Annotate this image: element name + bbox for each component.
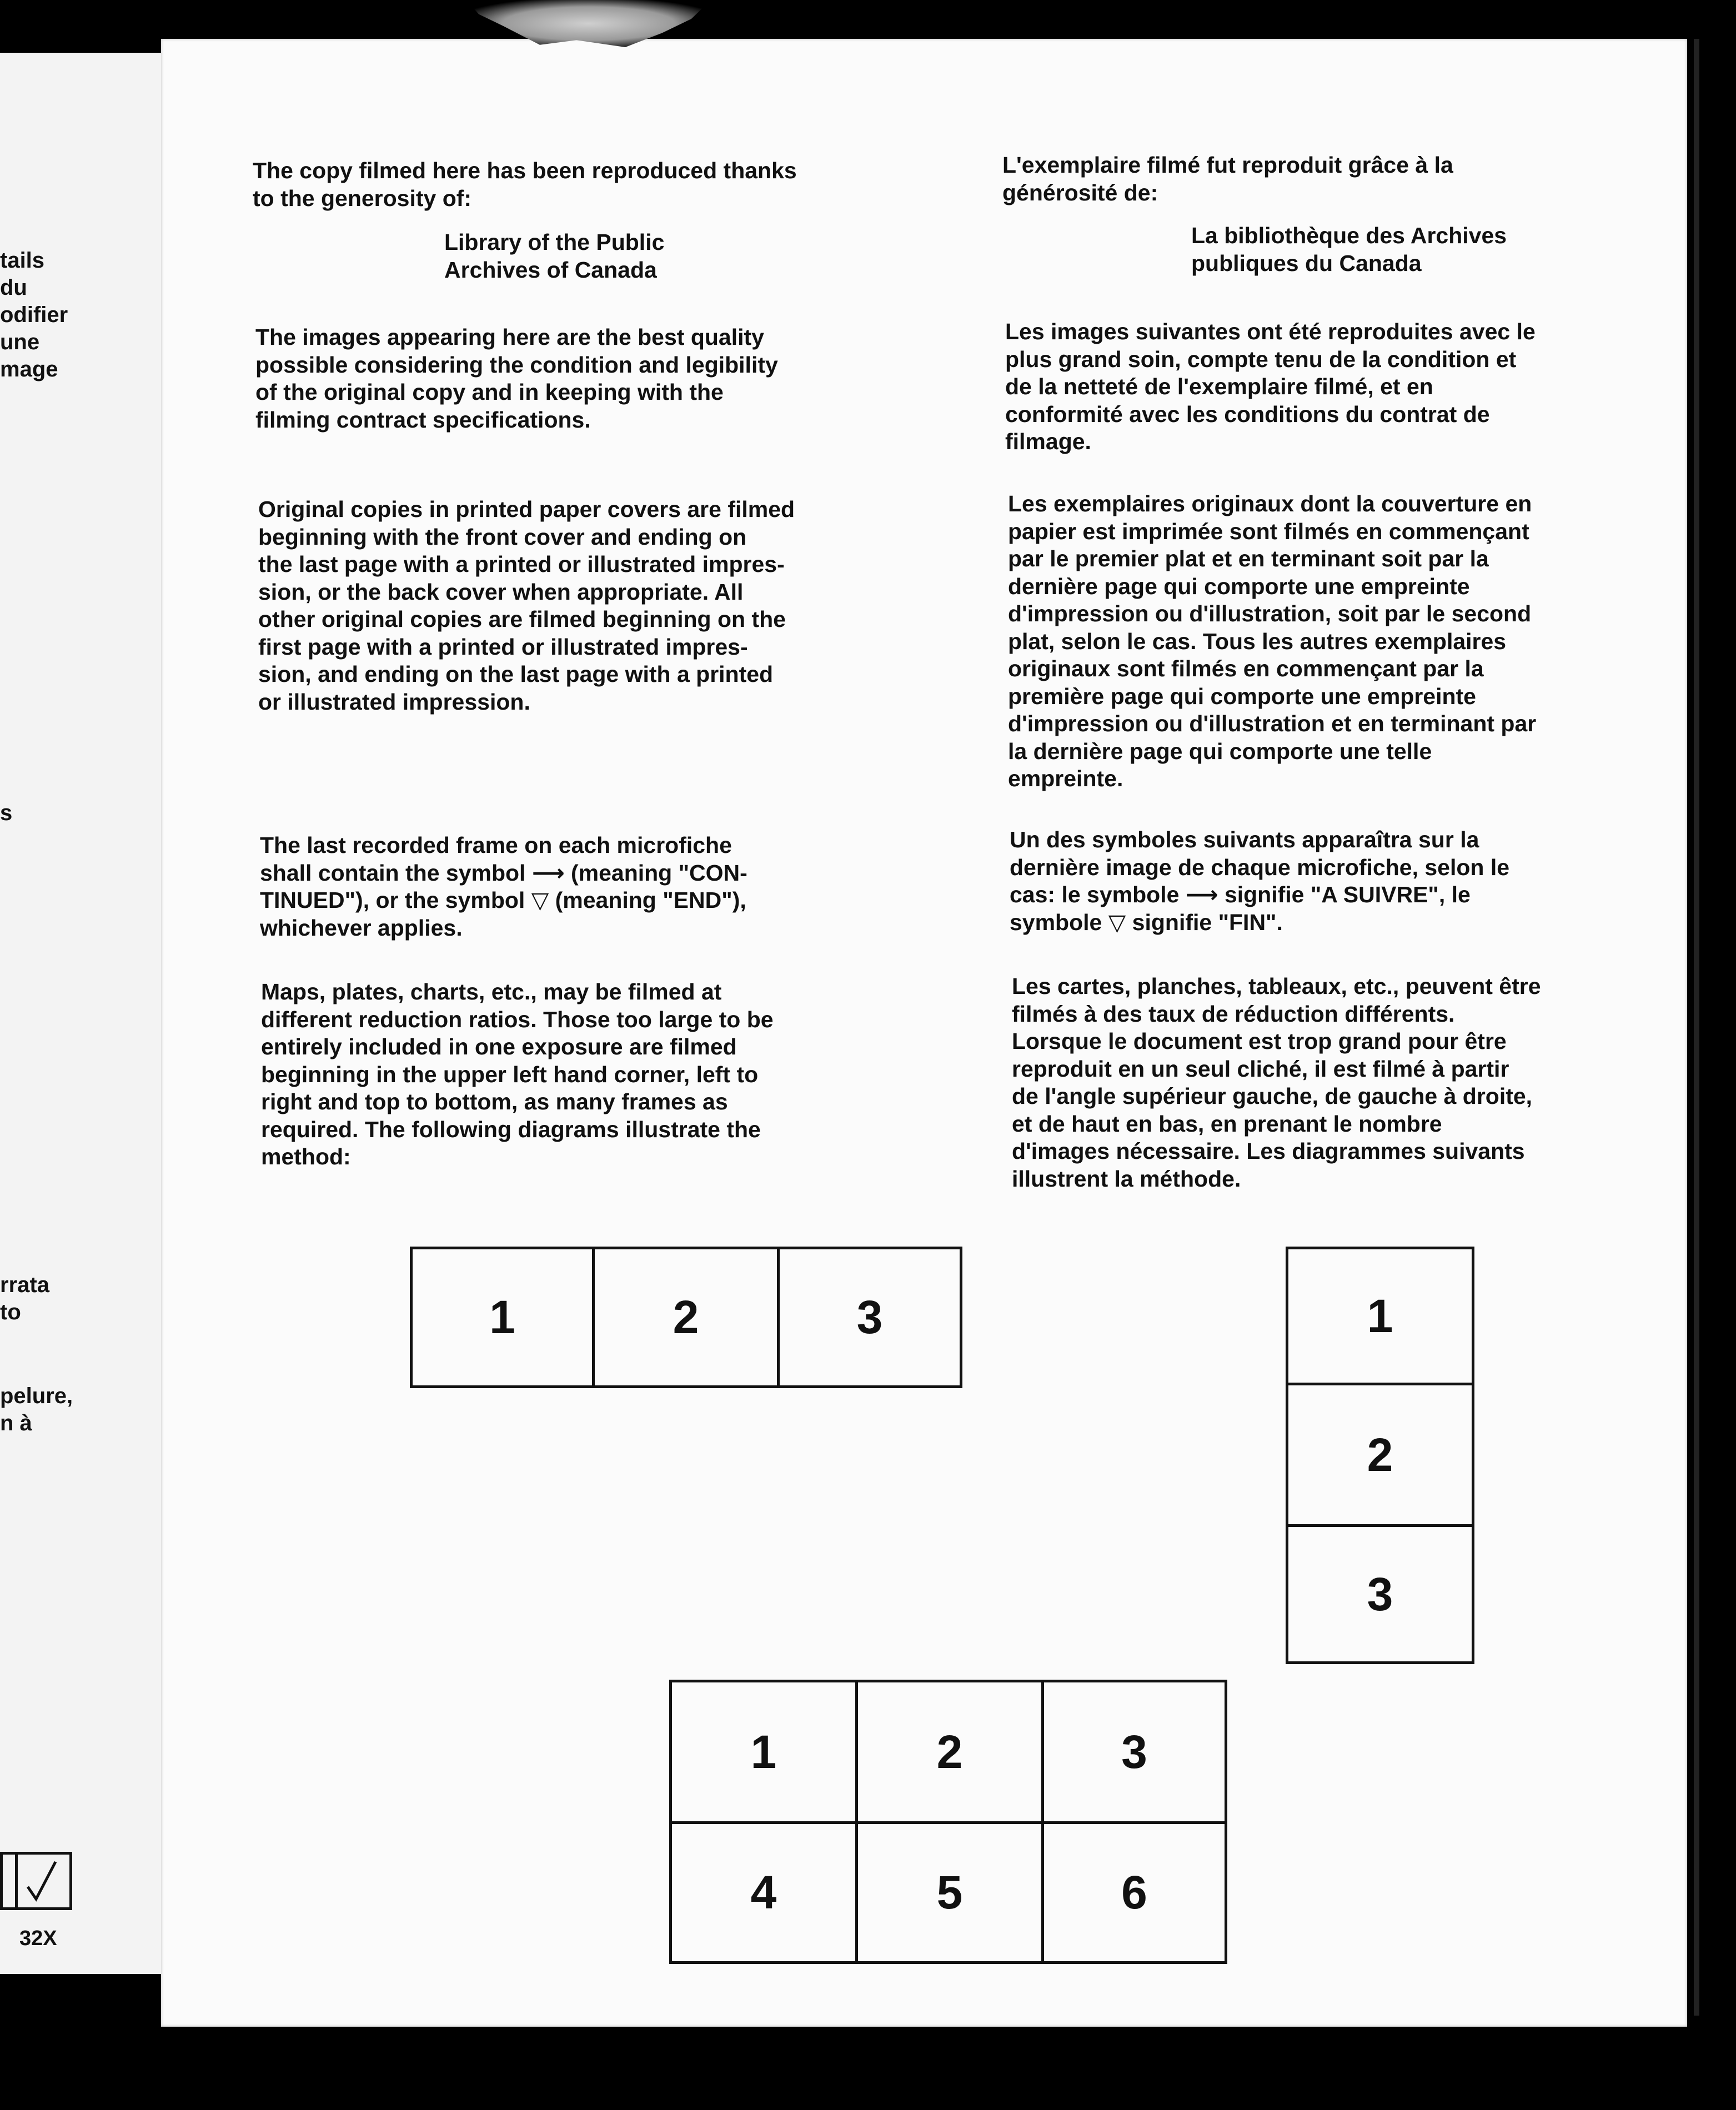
diagram-column-three <box>1286 1247 1474 1664</box>
diagram-grid-cell: 6 <box>1121 1866 1147 1918</box>
en-acknowledgement: The copy filmed here has been reproduced thanks to the generosity of: <box>253 158 797 211</box>
page-edge-shadow <box>1694 39 1699 2016</box>
diagram-grid-cell: 1 <box>672 1682 858 1824</box>
fr-library-name: La bibliothèque des Archives publiques du Canada <box>1191 223 1507 276</box>
en-original-copies: Original copies in printed paper covers are filmed beginning with the front cover and ending on the last page with a printed or illustrated impres- sion, or the back cover when appropriate. All other original copies are filmed beginning on the first page with a printed or illustrated impres- sion, and ending on the last page with a printed or illustrated impression. <box>258 496 795 715</box>
left-page-fragment-pelure: pelure, n à <box>0 1384 73 1435</box>
fr-image-quality: Les images suivantes ont été reproduites avec le plus grand soin, compte tenu de la condition et de la netteté de l'exemplaire filmé, et en conformité avec les conditions du contrat de filmage. <box>1005 319 1536 454</box>
fr-last-frame: Un des symboles suivants apparaîtra sur la dernière image de chaque microfiche, selon le cas: le symbole ⟶ signifie "A SUIVRE", le symbole ▽ signifie "FIN". <box>1010 827 1510 935</box>
left-page-edge <box>0 53 180 1974</box>
fr-maps-plates: Les cartes, planches, tableaux, etc., peuvent être filmés à des taux de réduction différents. Lorsque le document est trop grand pour être reproduit en un seul cliché, il est filmé à partir de l'angle supérieur gauche, de gauche à droite, et de haut en bas, en prenant le nombre d'images nécessaire. Les diagrammes suivants illustrent la méthode. <box>1012 973 1541 1192</box>
diagram-grid-cell: 3 <box>1044 1682 1225 1824</box>
diagram-column-cell: 1 <box>1288 1249 1472 1385</box>
en-library-name: Library of the Public Archives of Canada <box>444 229 665 283</box>
en-image-quality: The images appearing here are the best quality possible considering the condition and legibility of the original copy and in keeping with the filming contract specifications. <box>255 324 778 433</box>
diagram-grid-cell: 2 <box>858 1682 1044 1824</box>
en-last-frame: The last recorded frame on each microfiche shall contain the symbol ⟶ (meaning "CON- TINUED"), or the symbol ▽ (meaning "END"), whichever applies. <box>260 832 747 941</box>
diagram-row-three <box>410 1247 962 1388</box>
diagram-column-cell: 3 <box>1367 1568 1393 1620</box>
fr-original-copies: Les exemplaires originaux dont la couverture en papier est imprimée sont filmés en commençant par le premier plat et en terminant soit par la dernière page qui comporte une empreinte d'impression ou d'illustration, soit par le second plat, selon le cas. Tous les autres exemplaires originaux sont filmés en commençant par la première page qui comporte une empreinte d'impression ou d'illustration et en terminant par la dernière page qui comporte une telle empreinte. <box>1008 491 1537 791</box>
checkbox-divider <box>15 1852 18 1910</box>
checkmark-icon <box>22 1859 61 1903</box>
diagram-grid-cell: 5 <box>858 1824 1044 1961</box>
diagram-grid-six <box>669 1680 1227 1964</box>
diagram-row-cell: 2 <box>595 1249 780 1385</box>
left-page-fragment-top: tails du odifier une mage <box>0 248 68 381</box>
diagram-column-cell: 2 <box>1288 1385 1472 1527</box>
fr-acknowledgement: L'exemplaire filmé fut reproduit grâce à la générosité de: <box>1002 152 1453 205</box>
diagram-row-cell: 3 <box>856 1291 883 1343</box>
diagram-grid-cell: 4 <box>672 1824 858 1961</box>
left-page-fragment-errata: rrata to <box>0 1273 49 1324</box>
reduction-label: 32X <box>19 1927 57 1950</box>
reduction-checkbox <box>0 1852 72 1910</box>
left-page-fragment-mid: s <box>0 801 13 825</box>
en-maps-plates: Maps, plates, charts, etc., may be filmed at different reduction ratios. Those too large to be entirely included in one exposure are filmed beginning in the upper left hand corner, left to right and top to bottom, as many frames as required. The following diagrams illustrate the method: <box>261 979 774 1169</box>
diagram-row-cell: 1 <box>413 1249 595 1385</box>
